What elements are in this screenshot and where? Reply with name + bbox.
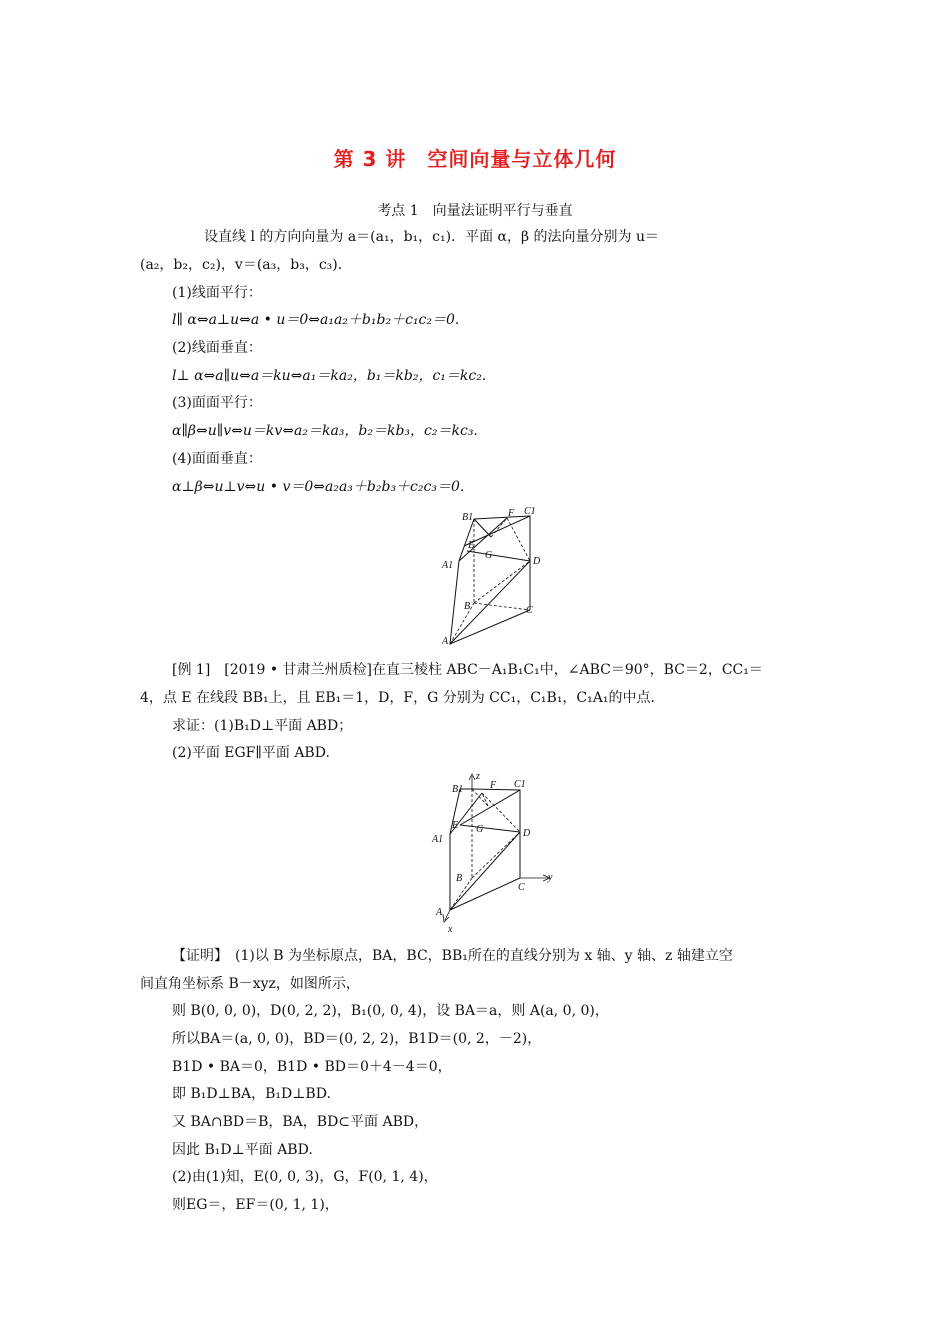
fig2-label-e: E	[452, 820, 459, 831]
text-line-14: (2)平面 EGF∥平面 ABD.	[172, 745, 330, 761]
fig2-label-a1: A1	[432, 834, 444, 845]
page-title: 第 3 讲 空间向量与立体几何	[333, 147, 617, 171]
fig1-label-g: G	[485, 550, 493, 561]
fig1-label-a1: A1	[442, 560, 454, 571]
fig2-label-x: x	[448, 924, 453, 935]
text-line-7: (3)面面平行：	[172, 395, 262, 411]
text-line-22: 因此 B₁D⊥平面 ABD.	[172, 1142, 313, 1158]
text-line-5: (2)线面垂直：	[172, 340, 262, 356]
text-line-15: 【证明】 (1)以 B 为坐标原点，BA，BC，BB₁所在的直线分别为 x 轴、y 轴、z 轴建立空	[172, 948, 733, 964]
text-line-4: l∥ α⇔a⊥u⇔a • u＝0⇔a₁a₂＋b₁b₂＋c₁c₂＝0.	[172, 312, 460, 328]
fig2-label-c: C	[518, 882, 525, 893]
text-line-21: 又 BA∩BD＝B，BA，BD⊂平面 ABD，	[172, 1114, 429, 1130]
text-line-23: (2)由(1)知，E(0, 0, 3)，G，F(0, 1, 4)，	[172, 1169, 438, 1185]
text-line-16: 间直角坐标系 B－xyz，如图所示，	[140, 976, 360, 992]
text-line-2: (a₂，b₂，c₂)，v＝(a₃，b₃，c₃)．	[140, 257, 352, 273]
text-line-9: (4)面面垂直：	[172, 451, 262, 467]
fig1-label-b: B	[464, 601, 471, 612]
fig2-label-g: G	[476, 824, 484, 835]
fig2-label-f: F	[490, 780, 497, 791]
fig2-label-a: A	[436, 907, 443, 918]
prism-figure-1	[438, 506, 578, 648]
text-line-20: 即 B₁D⊥BA，B₁D⊥BD.	[172, 1086, 331, 1102]
text-line-12: 4，点 E 在线段 BB₁上，且 EB₁＝1，D，F，G 分别为 CC₁，C₁B₁，C₁A₁的中点.	[140, 690, 655, 706]
fig2-label-z: z	[476, 771, 480, 782]
fig2-label-c1: C1	[514, 779, 526, 790]
fig1-label-a: A	[442, 636, 449, 647]
fig1-label-f: F	[508, 508, 515, 519]
text-line-6: l⊥ α⇔a∥u⇔a＝ku⇔a₁＝ka₂，b₁＝kb₂，c₁＝kc₂.	[172, 368, 487, 384]
fig2-label-y: y	[548, 872, 553, 883]
fig2-label-d: D	[523, 828, 531, 839]
fig2-label-b1: B1	[452, 784, 464, 795]
text-line-13: 求证：(1)B₁D⊥平面 ABD；	[172, 718, 353, 734]
text-line-1: 设直线 l 的方向向量为 a＝(a₁，b₁，c₁)．平面 α，β 的法向量分别为 u＝	[204, 229, 659, 245]
text-line-19: B1D • BA＝0，B1D • BD＝0＋4－4＝0，	[172, 1059, 452, 1075]
fig1-label-d: D	[533, 556, 541, 567]
text-line-10: α⊥β⇔u⊥v⇔u • v＝0⇔a₂a₃＋b₂b₃＋c₂c₃＝0.	[172, 479, 465, 495]
fig1-label-c1: C1	[524, 506, 536, 517]
fig1-label-b1: B1	[462, 512, 474, 523]
fig1-label-c: C	[526, 605, 533, 616]
fig1-label-e: E	[468, 540, 475, 551]
text-line-24: 则EG＝，EF＝(0, 1, 1)，	[172, 1197, 339, 1213]
text-line-18: 所以BA＝(a, 0, 0)，BD＝(0, 2, 2)，B1D＝(0, 2，－2)，	[172, 1031, 542, 1047]
fig2-label-b: B	[456, 873, 463, 884]
prism-figure-2	[430, 770, 580, 938]
text-line-17: 则 B(0, 0, 0)，D(0, 2, 2)，B₁(0, 0, 4)，设 BA＝a，则 A(a, 0, 0)，	[172, 1003, 609, 1019]
section-heading: 考点 1 向量法证明平行与垂直	[377, 203, 573, 219]
text-line-8: α∥β⇔u∥v⇔u＝kv⇔a₂＝ka₃，b₂＝kb₃，c₂＝kc₃.	[172, 423, 478, 439]
text-line-3: (1)线面平行：	[172, 285, 262, 301]
text-line-11: [例 1] [2019 • 甘肃兰州质检]在直三棱柱 ABC－A₁B₁C₁中，∠ABC＝90°，BC＝2，CC₁＝	[172, 662, 763, 678]
